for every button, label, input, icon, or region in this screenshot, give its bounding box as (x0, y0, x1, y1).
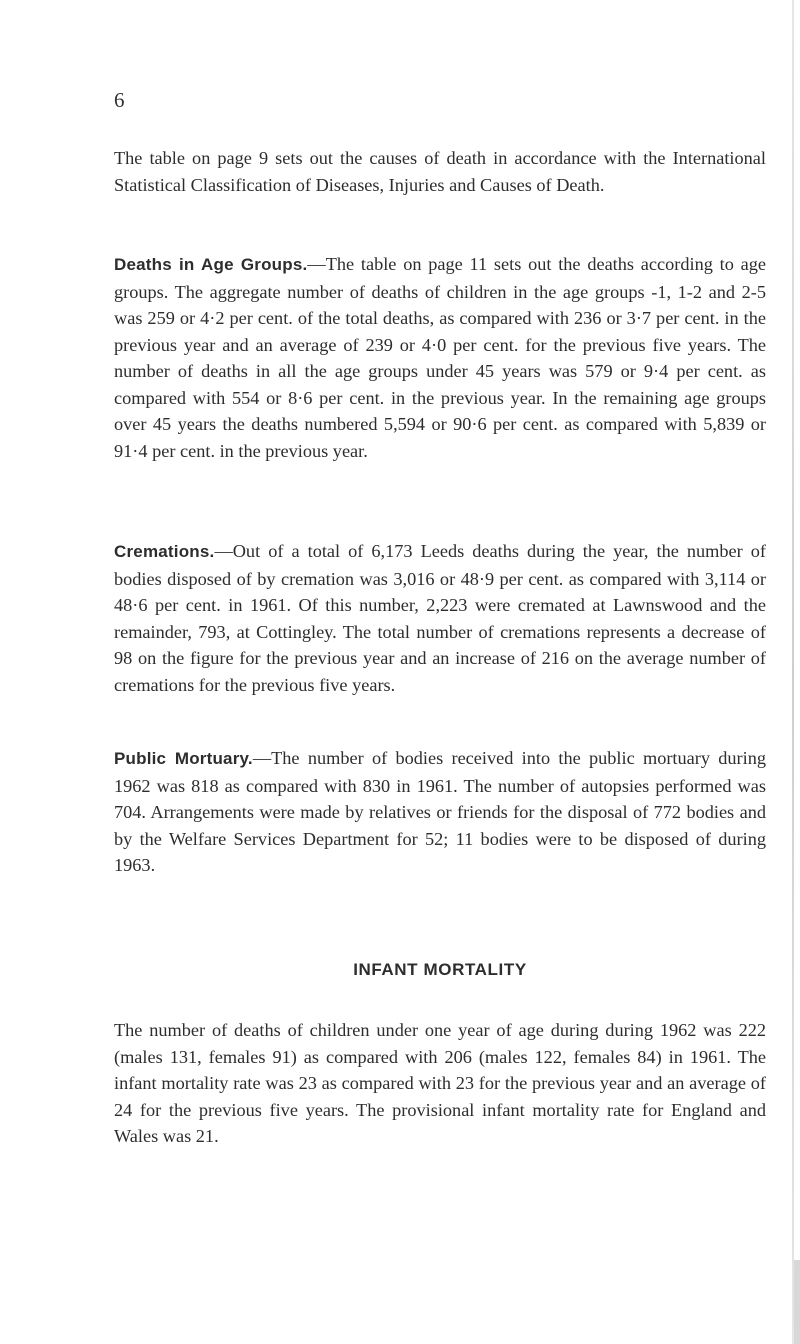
age-groups-paragraph (114, 251, 766, 464)
public-mortuary-heading: Public Mortuary. (114, 749, 253, 768)
infant-mortality-heading: INFANT MORTALITY (353, 960, 527, 979)
cremations-heading: Cremations. (114, 542, 215, 561)
intro-paragraph: The table on page 9 sets out the causes of death in accordance with the International Statistical Classification of Diseases, Injuries and Causes of Death. (114, 148, 766, 195)
page-number: 6 (114, 88, 125, 112)
page-edge-line (792, 0, 794, 1344)
public-mortuary-paragraph (114, 745, 766, 879)
infant-mortality-paragraph: The number of deaths of children under one year of age during during 1962 was 222 (males 131, females 91) as compared with 206 (males 122, females 84) in 1961. The infant mortality rate was 23 as compared with 23 for the previous year and an average of 24 for the previous five years. The provisional infant mortality rate for England and Wales was 21. (114, 1020, 766, 1146)
public-mortuary-body: —The number of bodies received into the public mortuary during 1962 was 818 as compared with 830 in 1961. The number of autopsies performed was 704. Arrangements were made by relatives or friends for the disposal of 772 bodies and by the Welfare Services Department for 52; 11 bodies were to be disposed of during 1963. (114, 748, 767, 875)
age-groups-heading: Deaths in Age Groups. (114, 255, 308, 274)
page-edge-shadow (794, 1260, 800, 1344)
age-groups-body: —The table on page 11 sets out the deaths according to age groups. The aggregate number of deaths of children in the age groups -1, 1-2 and 2-5 was 259 or 4·2 per cent. of the total deaths, as compared with 236 or 3·7 per cent. in the previous year and an average of 239 or 4·0 per cent. for the previous five years. The number of deaths in all the age groups under 45 years was 579 or 9·4 per cent. as compared with 554 or 8·6 per cent. in the previous year. In the remaining age groups over 45 years the deaths numbered 5,594 or 90·6 per cent. as compared with 5,839 or 91·4 per cent. in the previous year. (114, 254, 766, 461)
cremations-body: —Out of a total of 6,173 Leeds deaths during the year, the number of bodies disposed of by cremation was 3,016 or 48·9 per cent. as compared with 3,114 or 48·6 per cent. in 1961. Of this number, 2,223 were cremated at Lawnswood and the remainder, 793, at Cottingley. The total number of cremations represents a decrease of 98 on the figure for the previous year and an increase of 216 on the average number of cremations for the previous five years. (114, 541, 766, 695)
cremations-paragraph (114, 538, 766, 698)
